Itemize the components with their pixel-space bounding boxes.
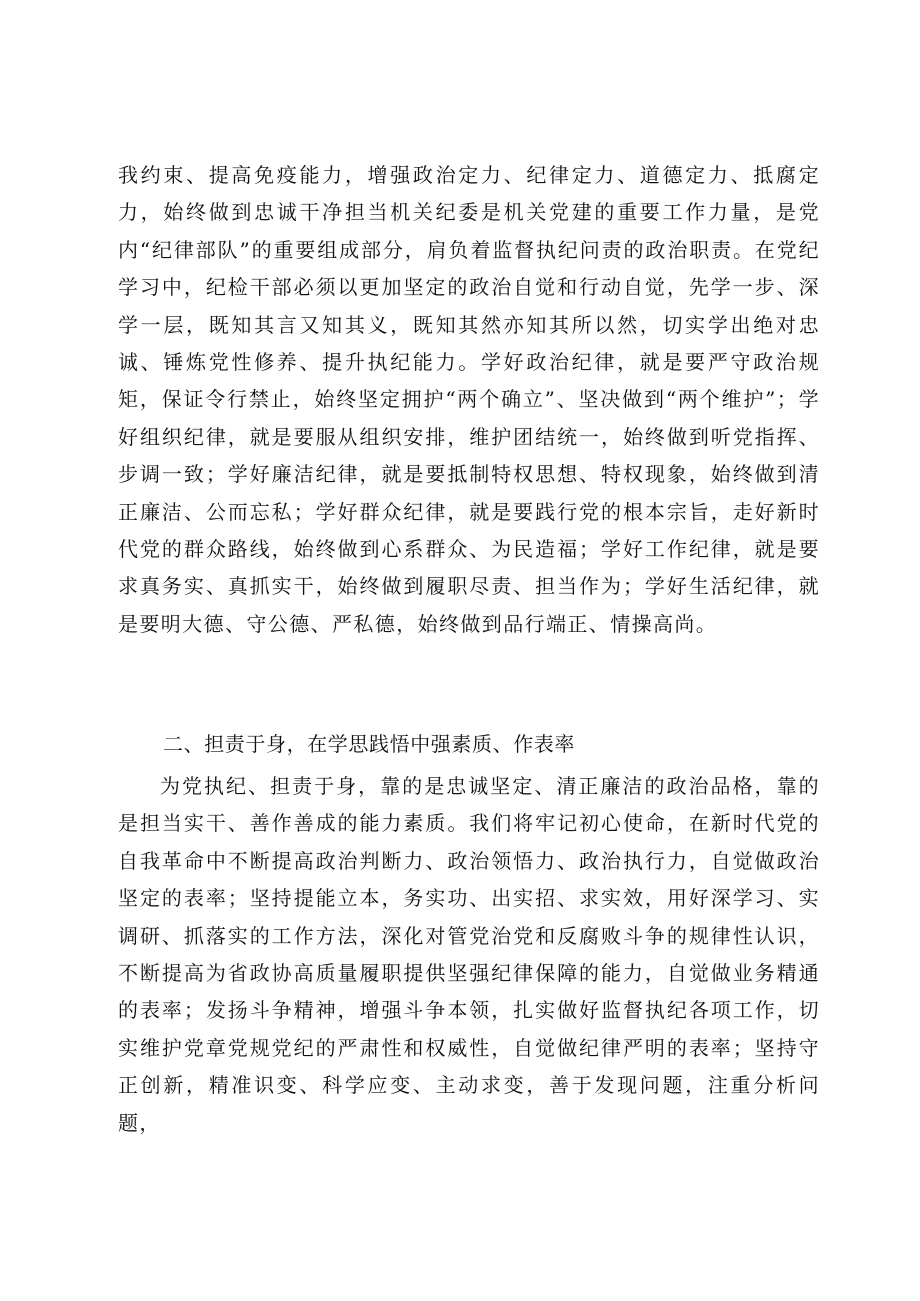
- body-paragraph: 为党执纪、担责于身，靠的是忠诚坚定、清正廉洁的政治品格，靠的是担当实干、善作善成的能力素质。我们将牢记初心使命，在新时代党的自我革命中不断提高政治判断力、政治领悟力、政治执行力，自觉做政治坚定的表率；坚持提能立本，务实功、出实招、求实效，用好深学习、实调研、抓落实的工作方法，深化对管党治党和反腐败斗争的规律性认识，不断提高为省政协高质量履职提供坚强纪律保障的能力，自觉做业务精通的表率；发扬斗争精神，增强斗争本领，扎实做好监督执纪各项工作，切实维护党章党规党纪的严肃性和权威性，自觉做纪律严明的表率；坚持守正创新，精准识变、科学应变、主动求变，善于发现问题，注重分析问题，: [118, 774, 820, 1135]
- section-heading: 二、担责于身，在学思践悟中强素质、作表率: [163, 732, 575, 756]
- body-paragraph: 我约束、提高免疫能力，增强政治定力、纪律定力、道德定力、抵腐定力，始终做到忠诚干净担当机关纪委是机关党建的重要工作力量，是党内“纪律部队”的重要组成部分，肩负着监督执纪问责的政治职责。在党纪学习中，纪检干部必须以更加坚定的政治自觉和行动自觉，先学一步、深学一层，既知其言又知其义，既知其然亦知其所以然，切实学出绝对忠诚、锤炼党性修养、提升执纪能力。学好政治纪律，就是要严守政治规矩，保证令行禁止，始终坚定拥护“两个确立”、坚决做到“两个维护”；学好组织纪律，就是要服从组织安排，维护团结统一，始终做到听党指挥、步调一致；学好廉洁纪律，就是要抵制特权思想、特权现象，始终做到清正廉洁、公而忘私；学好群众纪律，就是要践行党的根本宗旨，走好新时代党的群众路线，始终做到心系群众、为民造福；学好工作纪律，就是要求真务实、真抓实干，始终做到履职尽责、担当作为；学好生活纪律，就是要明大德、守公德、严私德，始终做到品行端正、情操高尚。: [118, 163, 820, 636]
